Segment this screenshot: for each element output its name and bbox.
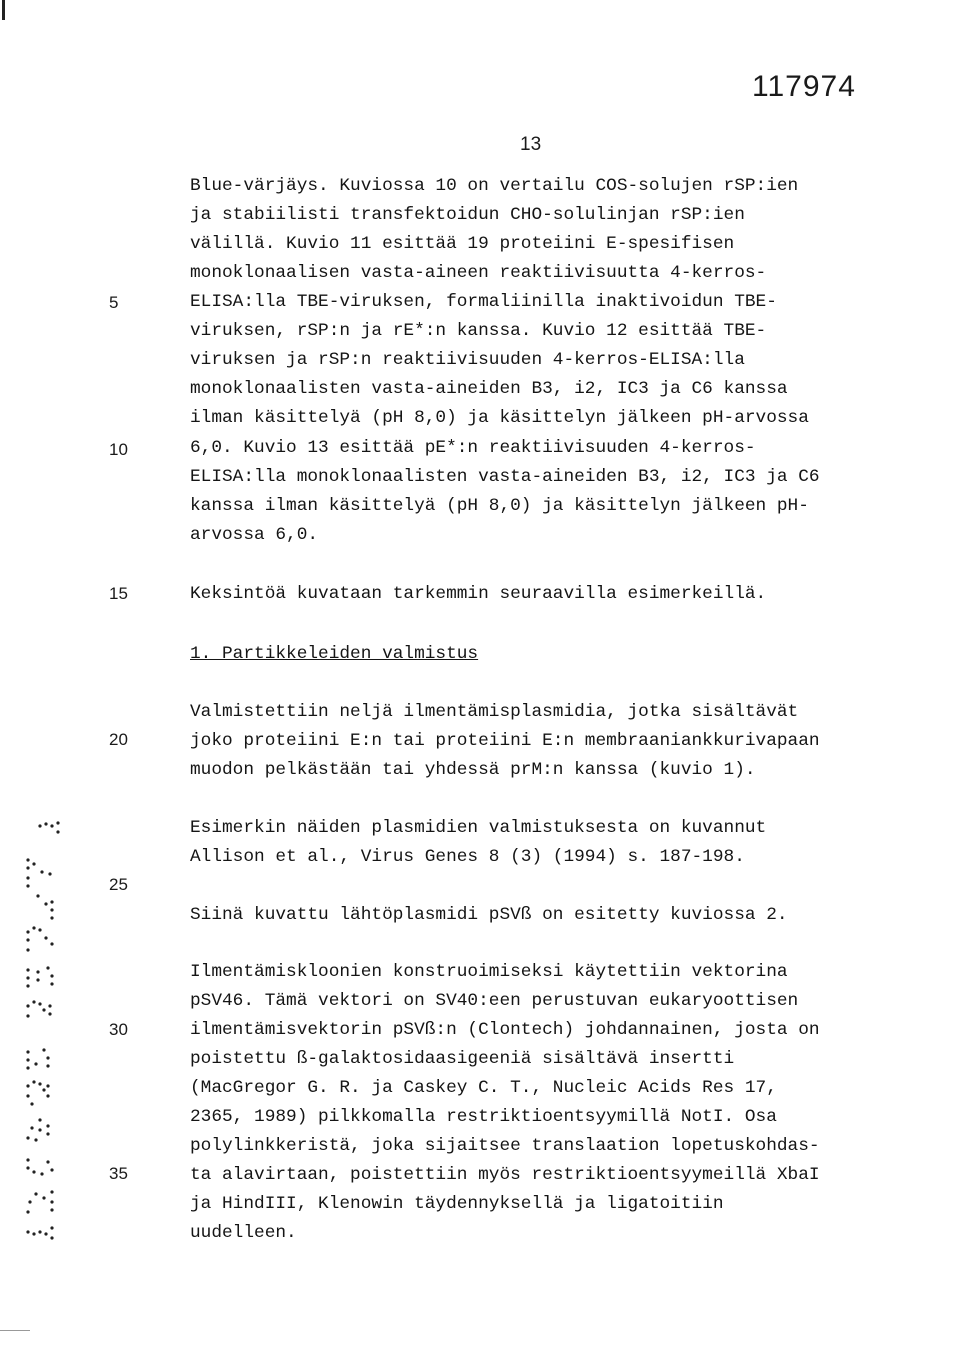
- text-line: Allison et al., Virus Genes 8 (3) (1994) s. 187-198.: [190, 847, 745, 867]
- margin-dot-pattern: [18, 820, 66, 1250]
- text-line: ELISA:lla TBE-viruksen, formaliinilla inaktivoidun TBE-: [190, 292, 777, 312]
- page-number: 13: [520, 134, 542, 155]
- line-number-30: 30: [109, 1020, 128, 1039]
- text-line: välillä. Kuvio 11 esittää 19 proteiini E-spesifisen: [190, 234, 735, 254]
- text-line: monoklonaalisen vasta-aineen reaktiivisuutta 4-kerros-: [190, 263, 767, 283]
- text-line: Keksintöä kuvataan tarkemmin seuraavilla esimerkeillä.: [190, 584, 767, 604]
- text-line: joko proteiini E:n tai proteiini E:n membraaniankkurivapaan: [190, 731, 820, 751]
- text-line: arvossa 6,0.: [190, 525, 319, 545]
- text-line: uudelleen.: [190, 1223, 297, 1243]
- text-line: Esimerkin näiden plasmidien valmistuksesta on kuvannut: [190, 818, 767, 838]
- scan-edge-mark: [2, 0, 5, 20]
- text-line: monoklonaalisten vasta-aineiden B3, i2, IC3 ja C6 kanssa: [190, 379, 788, 399]
- text-line: poistettu ß-galaktosidaasigeeniä sisältävä insertti: [190, 1049, 735, 1069]
- text-line: ja stabiilisti transfektoidun CHO-solulinjan rSP:ien: [190, 205, 745, 225]
- text-line: Ilmentämiskloonien konstruoimiseksi käytettiin vektorina: [190, 962, 788, 982]
- patent-number: 117974: [752, 70, 856, 103]
- section-heading: 1. Partikkeleiden valmistus: [190, 644, 479, 664]
- text-line: Blue-värjäys. Kuviossa 10 on vertailu COS-solujen rSP:ien: [190, 176, 799, 196]
- text-line: ELISA:lla monoklonaalisten vasta-aineiden B3, i2, IC3 ja C6: [190, 467, 820, 487]
- text-line: viruksen ja rSP:n reaktiivisuuden 4-kerros-ELISA:lla: [190, 350, 745, 370]
- text-line: pSV46. Tämä vektori on SV40:een perustuvan eukaryoottisen: [190, 991, 799, 1011]
- text-line: muodon pelkästään tai yhdessä prM:n kanssa (kuvio 1).: [190, 760, 756, 780]
- text-line: ja HindIII, Klenowin täydennyksellä ja ligatoitiin: [190, 1194, 724, 1214]
- text-line: (MacGregor G. R. ja Caskey C. T., Nucleic Acids Res 17,: [190, 1078, 777, 1098]
- text-line: 6,0. Kuvio 13 esittää pE*:n reaktiivisuuden 4-kerros-: [190, 438, 756, 458]
- line-number-35: 35: [109, 1164, 128, 1183]
- text-line: viruksen, rSP:n ja rE*:n kanssa. Kuvio 12 esittää TBE-: [190, 321, 767, 341]
- text-line: ilmentämisvektorin pSVß:n (Clontech) johdannainen, josta on: [190, 1020, 820, 1040]
- line-number-10: 10: [109, 440, 128, 459]
- line-number-25: 25: [109, 875, 128, 894]
- text-line: kanssa ilman käsittelyä (pH 8,0) ja käsittelyn jälkeen pH-: [190, 496, 809, 516]
- scan-bottom-mark: [0, 1330, 30, 1331]
- line-number-5: 5: [109, 293, 119, 312]
- line-number-15: 15: [109, 584, 128, 603]
- line-number-20: 20: [109, 730, 128, 749]
- text-line: 2365, 1989) pilkkomalla restriktioentsyymillä NotI. Osa: [190, 1107, 777, 1127]
- text-line: ilman käsittelyä (pH 8,0) ja käsittelyn jälkeen pH-arvossa: [190, 408, 809, 428]
- text-line: polylinkkeristä, joka sijaitsee translaation lopetuskohdas-: [190, 1136, 820, 1156]
- text-line: Valmistettiin neljä ilmentämisplasmidia, jotka sisältävät: [190, 702, 799, 722]
- text-line: ta alavirtaan, poistettiin myös restriktioentsyymeillä XbaI: [190, 1165, 820, 1185]
- text-line: Siinä kuvattu lähtöplasmidi pSVß on esitetty kuviossa 2.: [190, 905, 788, 925]
